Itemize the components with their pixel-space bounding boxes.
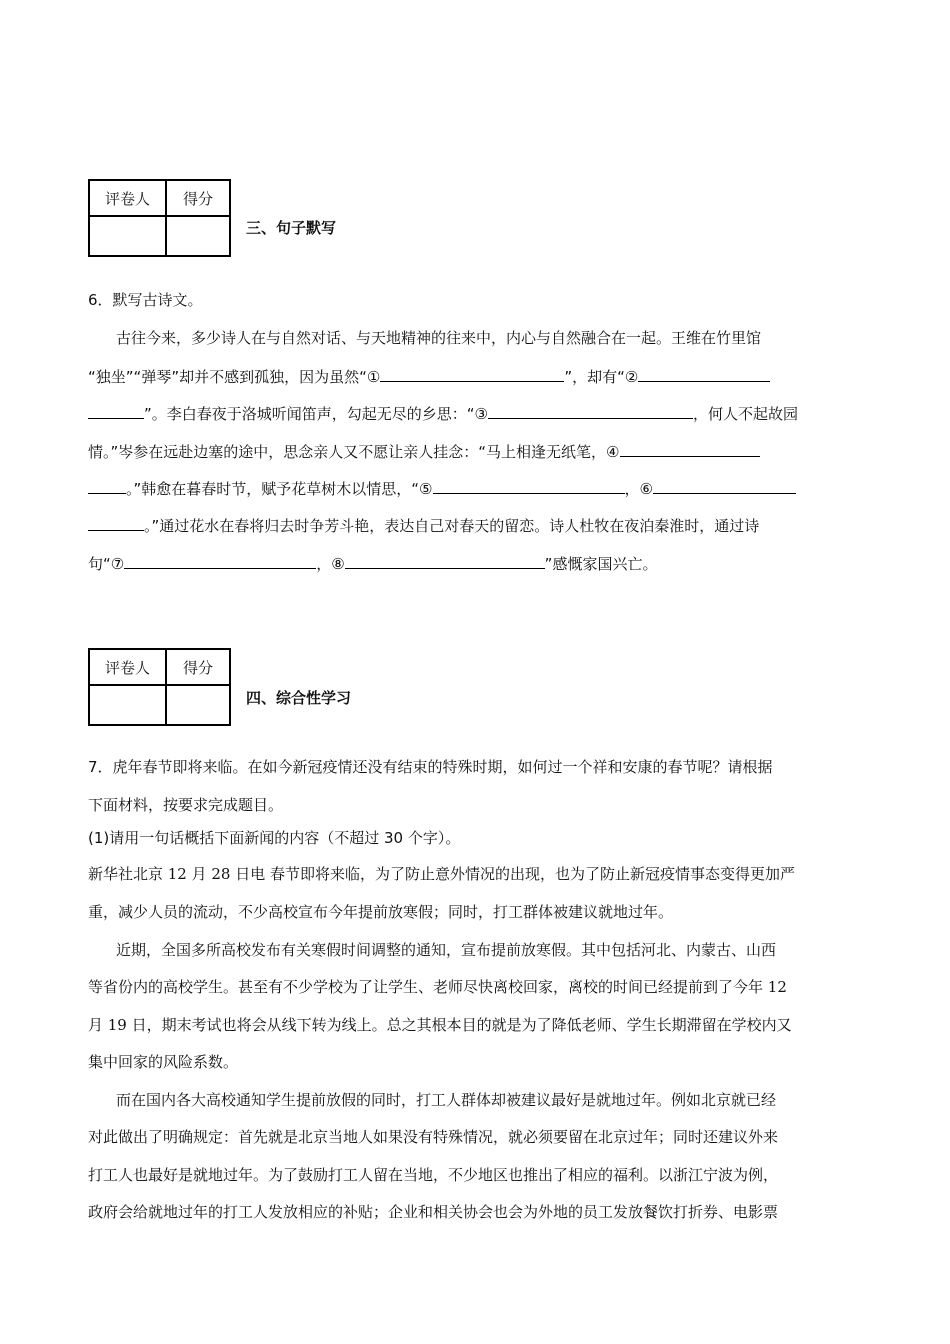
score-header: 得分 (166, 649, 230, 685)
news-p1-line2: 重，减少人员的流动，不少高校宣布今年提前放寒假；同时，打工群体被建议就地过年。 (88, 903, 674, 921)
news-p2-line2: 等省份内的高校学生。甚至有不少学校为了让学生、老师尽快离校回家，离校的时间已经提前到了今年 12 (88, 978, 787, 996)
q6-line7-text-c: ”感慨家国兴亡。 (544, 555, 658, 573)
q6-line3-text-b: ，何人不起故园 (693, 405, 799, 423)
q6-line5-text-a: 。”韩愈在暮春时节，赋予花草树木以情思，“⑤ (126, 480, 433, 498)
q7-line2: 下面材料，按要求完成题目。 (88, 796, 284, 814)
news-p2-line4: 集中回家的风险系数。 (88, 1053, 239, 1071)
q6-line7 (88, 552, 657, 574)
blank-1[interactable] (380, 365, 564, 382)
score-header: 得分 (166, 180, 230, 216)
q6-line7-text-b: ，⑧ (316, 555, 345, 573)
news-p2-line3: 月 19 日，期末考试也将会从线下转为线上。总之其根本目的就是为了降低老师、学生长期滞留在学校内又 (88, 1016, 792, 1034)
q6-line5 (88, 477, 796, 499)
q7-line1: 7．虎年春节即将来临。在如今新冠疫情还没有结束的特殊时期，如何过一个祥和安康的春节呢？请根据 (88, 758, 773, 776)
grader-header: 评卷人 (89, 180, 166, 216)
q6-line6-text-a: 。”通过花水在春将归去时争芳斗艳，表达自己对春天的留恋。诗人杜牧在夜泊秦淮时，通过诗 (144, 517, 760, 535)
score-table-section4 (88, 648, 231, 726)
q6-line2 (88, 365, 770, 387)
q6-line6 (88, 514, 759, 536)
news-p2-line1: 近期，全国多所高校发布有关寒假时间调整的通知，宣布提前放寒假。其中包括河北、内蒙古、山西 (116, 941, 777, 959)
news-p3-line2: 对此做出了明确规定：首先就是北京当地人如果没有特殊情况，就必须要留在北京过年；同时还建议外来 (88, 1128, 779, 1146)
blank-7[interactable] (124, 552, 316, 569)
blank-6-cont[interactable] (88, 514, 144, 531)
grader-header: 评卷人 (89, 649, 166, 685)
q6-line1: 古往今来，多少诗人在与自然对话、与天地精神的往来中，内心与自然融合在一起。王维在竹里馆 (116, 329, 762, 347)
q6-heading: 6．默写古诗文。 (88, 291, 203, 309)
q6-line2-text-b: ”，却有“② (564, 368, 639, 386)
blank-3[interactable] (488, 402, 693, 419)
section3-title: 三、句子默写 (246, 219, 337, 237)
q6-line3 (88, 402, 798, 424)
blank-6[interactable] (653, 477, 796, 494)
news-p3-line1: 而在国内各大高校通知学生提前放假的同时，打工人群体却被建议最好是就地过年。例如北京就已经 (116, 1091, 777, 1109)
blank-2-cont[interactable] (88, 402, 144, 419)
blank-2[interactable] (638, 365, 770, 382)
q6-line5-text-b: ，⑥ (624, 480, 653, 498)
news-p3-line4: 政府会给就地过年的打工人发放相应的补贴；企业和相关协会也会为外地的员工发放餐饮打折券、电影票 (88, 1203, 779, 1221)
grader-cell[interactable] (89, 685, 166, 725)
score-table-section3 (88, 179, 231, 257)
blank-5[interactable] (433, 477, 625, 494)
news-p1-line1: 新华社北京 12 月 28 日电 春节即将来临，为了防止意外情况的出现，也为了防止新冠疫情事态变得更加严 (88, 865, 796, 883)
q7-subq1: (1)请用一句话概括下面新闻的内容（不超过 30 个字）。 (88, 829, 461, 847)
blank-4-cont[interactable] (88, 477, 126, 494)
q6-line4 (88, 440, 760, 462)
q6-line3-text-a: ”。李白春夜于洛城听闻笛声，勾起无尽的乡思：“③ (144, 405, 488, 423)
q6-line4-text-a: 情。”岑参在远赴边塞的途中，思念亲人又不愿让亲人挂念：“马上相逢无纸笔，④ (88, 443, 620, 461)
blank-8[interactable] (345, 552, 545, 569)
news-p3-line3: 打工人也最好是就地过年。为了鼓励打工人留在当地，不少地区也推出了相应的福利。以浙江宁波为例， (88, 1166, 779, 1184)
blank-4[interactable] (620, 440, 760, 457)
q6-line7-text-a: 句“⑦ (88, 555, 125, 573)
grader-cell[interactable] (89, 216, 166, 256)
score-cell[interactable] (166, 685, 230, 725)
score-cell[interactable] (166, 216, 230, 256)
section4-title: 四、综合性学习 (246, 689, 352, 707)
q6-line2-text-a: “独坐”“弹琴”却并不感到孤独，因为虽然“① (88, 368, 381, 386)
